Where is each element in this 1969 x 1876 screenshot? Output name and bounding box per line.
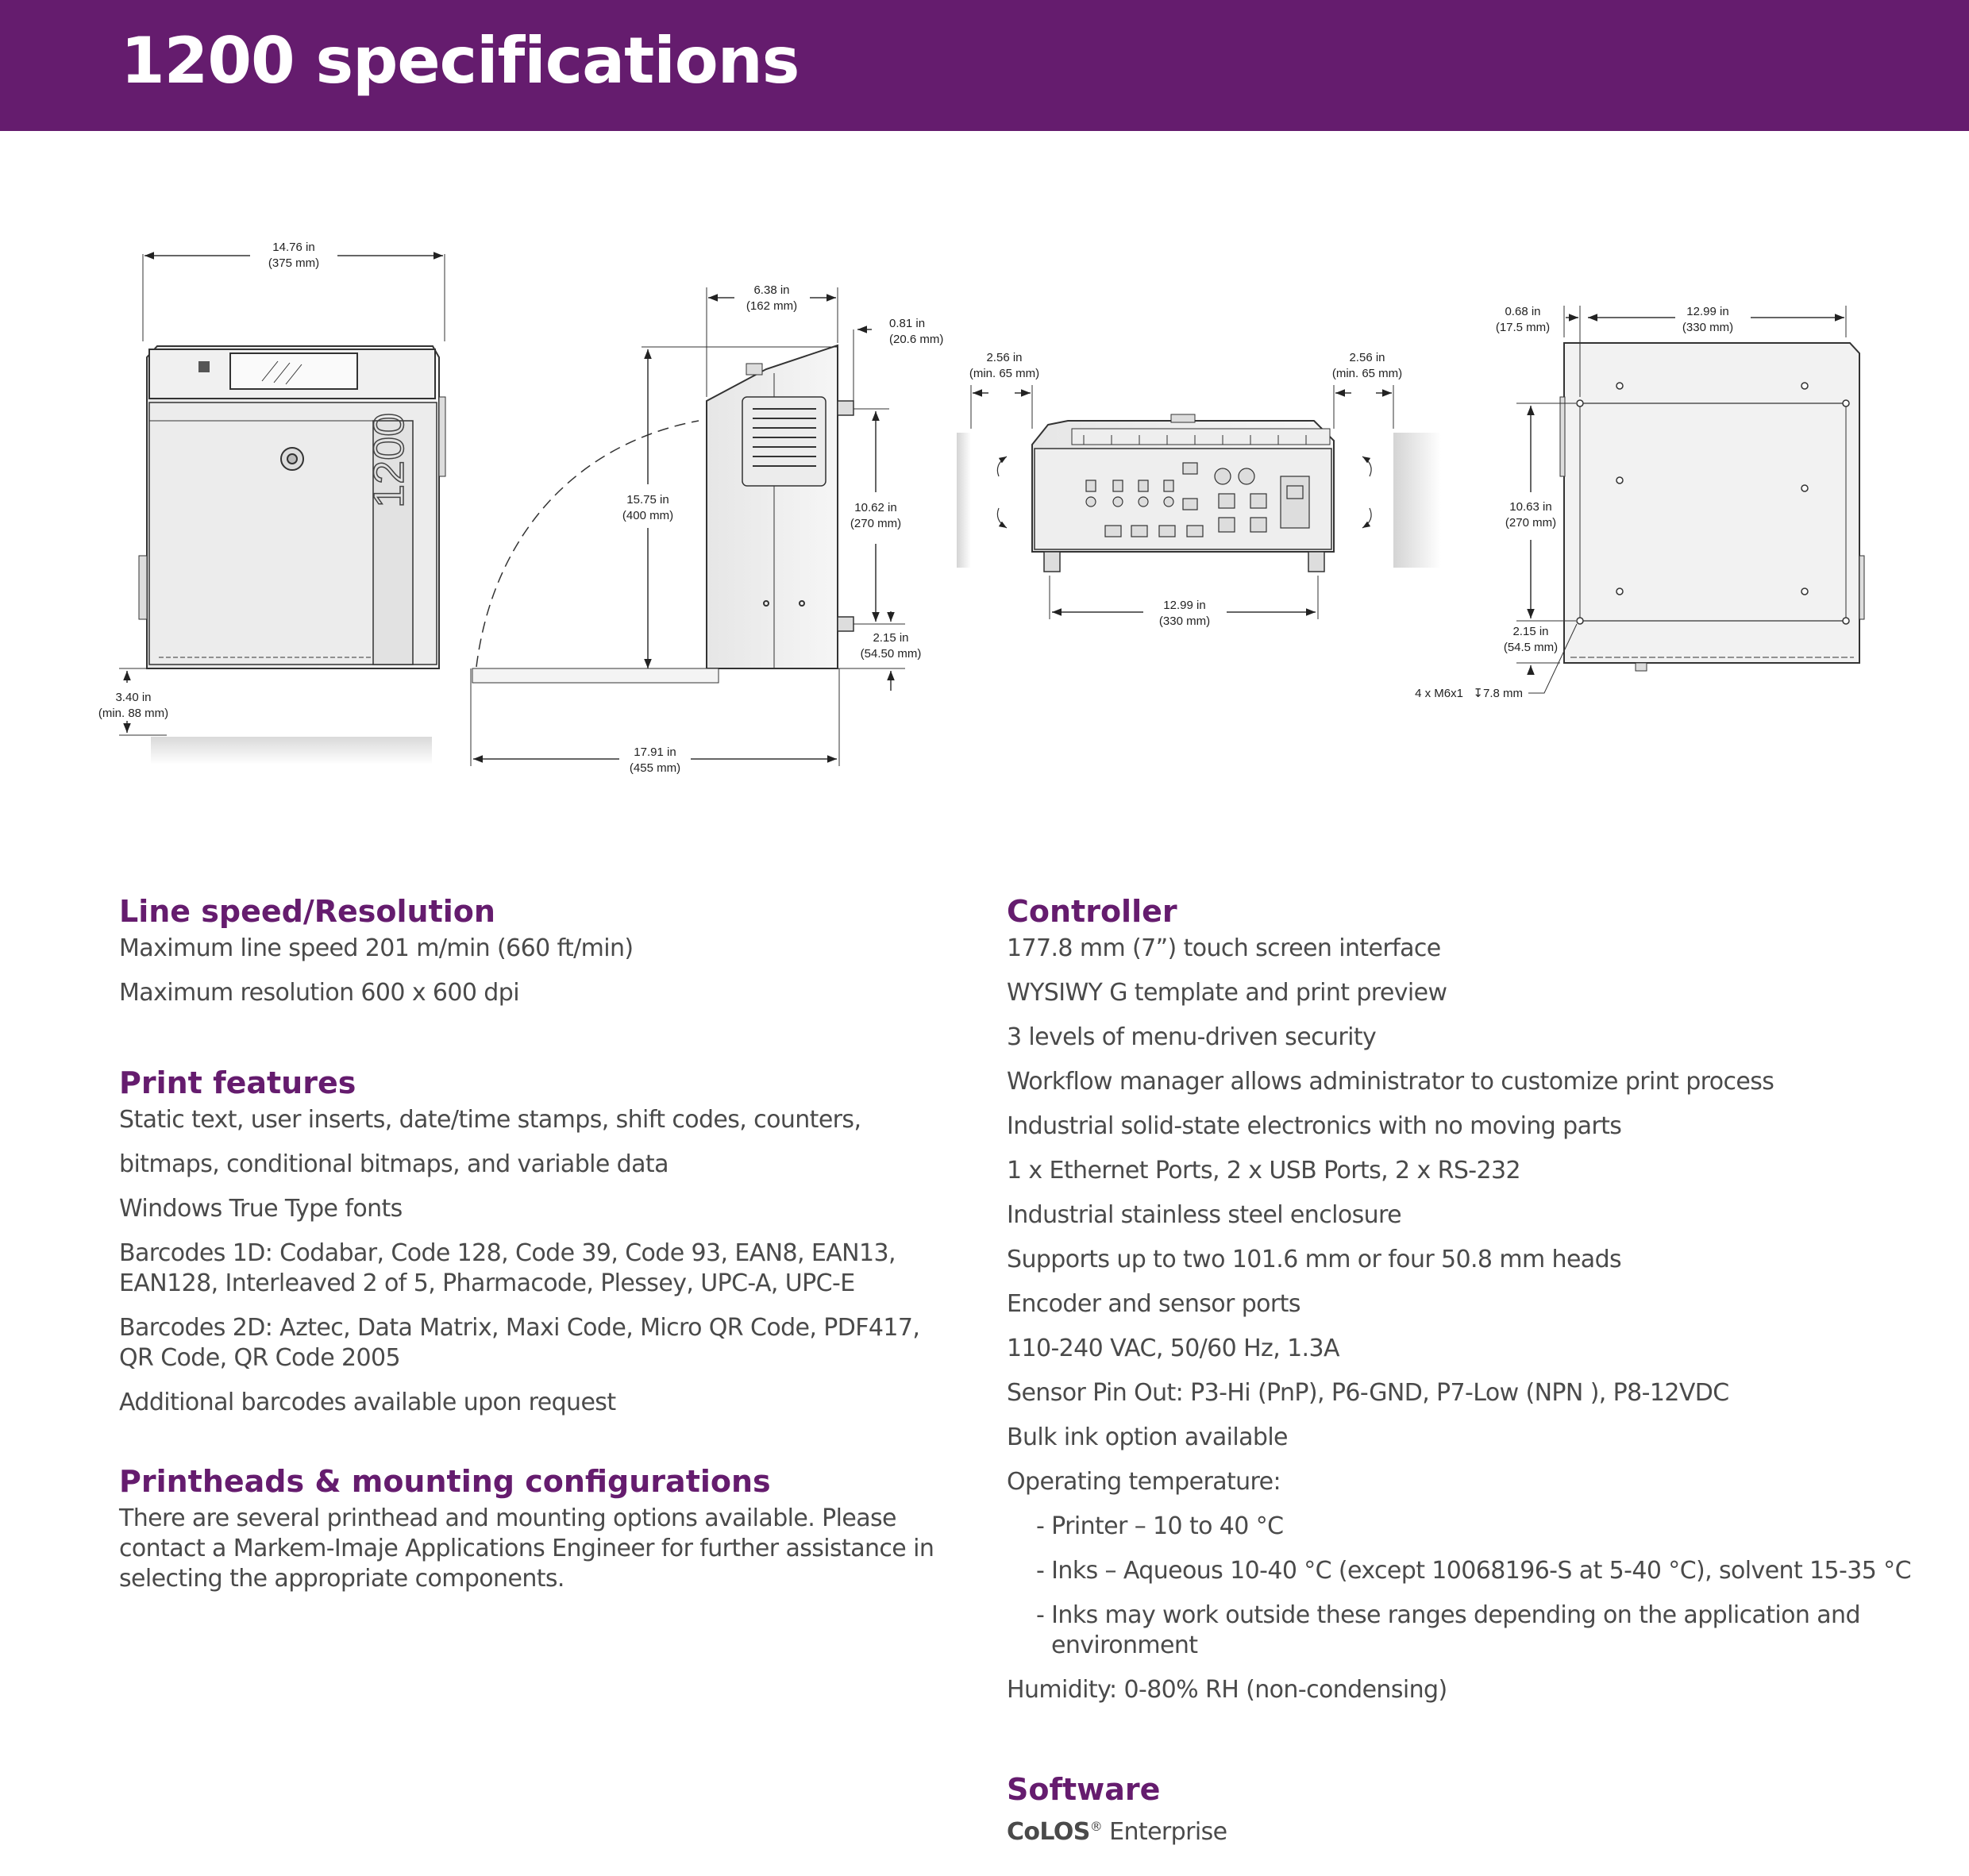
dim-side-height-mm: (270 mm) xyxy=(850,517,902,530)
spec-line: Sensor Pin Out: P3-Hi (PnP), P6-GND, P7-Low (NPN ), P8-12VDC xyxy=(1007,1379,1729,1407)
spec-line: Additional barcodes available upon request xyxy=(119,1389,616,1416)
dim-front-clearance-mm: (min. 88 mm) xyxy=(98,707,169,720)
left-column xyxy=(119,889,953,1608)
spec-line: Maximum resolution 600 x 600 dpi xyxy=(119,979,519,1007)
spec-line: Barcodes 1D: Codabar, Code 128, Code 39, Code 93, EAN8, EAN13, EAN128, Interleaved 2 of 5, Pharmacode, Plessey, UPC-A, UPC-E xyxy=(119,1239,896,1297)
spec-line: 3 levels of menu-driven security xyxy=(1007,1023,1377,1051)
floor-shade xyxy=(151,737,432,765)
dim-rear-clear-left-mm: (min. 65 mm) xyxy=(969,367,1040,380)
page-header xyxy=(0,0,1969,131)
dim-side-total-in: 17.91 in xyxy=(634,745,676,759)
heading-printheads: Printheads & mounting configurations xyxy=(119,1464,771,1499)
colos-brand: CoLOS® xyxy=(1007,1818,1103,1846)
section-print-features xyxy=(119,1061,953,1418)
spec-line: 1 x Ethernet Ports, 2 x USB Ports, 2 x RS-232 xyxy=(1007,1157,1520,1185)
temp-line: - Printer – 10 to 40 °C xyxy=(1036,1512,1284,1540)
dim-side-foot-mm: (54.50 mm) xyxy=(860,647,922,661)
dim-side-total-mm: (455 mm) xyxy=(629,761,681,775)
spec-line: Industrial stainless steel enclosure xyxy=(1007,1201,1401,1229)
dim-top-height-in: 10.63 in xyxy=(1509,500,1552,514)
dim-side-depth-top-mm: (162 mm) xyxy=(746,299,798,313)
dim-front-clearance-in: 3.40 in xyxy=(115,691,152,704)
rear-view xyxy=(971,385,1393,619)
section-controller xyxy=(1007,889,1912,1705)
spec-line: bitmaps, conditional bitmaps, and variable data xyxy=(119,1150,669,1178)
dim-side-height-in: 10.62 in xyxy=(854,501,897,514)
dim-top-offset-mm: (17.5 mm) xyxy=(1495,321,1551,334)
wall-left xyxy=(957,433,971,568)
dim-side-offset-in: 0.81 in xyxy=(889,317,926,330)
page-title: 1200 specifications xyxy=(121,24,800,98)
right-column xyxy=(1007,889,1912,1862)
spec-line: Industrial solid-state electronics with no moving parts xyxy=(1007,1112,1622,1140)
dim-side-door-in: 15.75 in xyxy=(626,493,669,507)
dim-side-offset-mm: (20.6 mm) xyxy=(889,333,944,346)
section-line-speed xyxy=(119,889,953,1008)
dim-front-width-in: 14.76 in xyxy=(272,241,315,254)
dim-top-width-mm: (330 mm) xyxy=(1682,321,1734,334)
dim-rear-clear-left-in: 2.56 in xyxy=(986,351,1023,364)
section-software xyxy=(1007,1767,1912,1847)
dim-rear-width-mm: (330 mm) xyxy=(1158,614,1211,628)
dim-rear-clear-right-in: 2.56 in xyxy=(1349,351,1385,364)
spec-line: 110-240 VAC, 50/60 Hz, 1.3A xyxy=(1007,1335,1339,1362)
dim-top-width-in: 12.99 in xyxy=(1686,305,1729,318)
heading-line-speed: Line speed/Resolution xyxy=(119,894,495,929)
spec-line: Barcodes 2D: Aztec, Data Matrix, Maxi Code, Micro QR Code, PDF417, QR Code, QR Code 2005 xyxy=(119,1314,920,1372)
spec-line: Windows True Type fonts xyxy=(119,1195,403,1223)
software-line: CoLOS® Enterprise xyxy=(1007,1818,1227,1846)
spec-line: Encoder and sensor ports xyxy=(1007,1290,1300,1318)
spec-line: Humidity: 0-80% RH (non-condensing) xyxy=(1007,1676,1447,1704)
dim-rear-clear-right-mm: (min. 65 mm) xyxy=(1331,367,1403,380)
temp-line: - Inks – Aqueous 10-40 °C (except 10068196-S at 5-40 °C), solvent 15-35 °C xyxy=(1036,1557,1911,1585)
dim-top-foot-in: 2.15 in xyxy=(1512,625,1549,638)
spec-line: Operating temperature: xyxy=(1007,1468,1281,1496)
heading-print-features: Print features xyxy=(119,1065,356,1100)
top-view xyxy=(1516,306,1864,693)
spec-line: Workflow manager allows administrator to customize print process xyxy=(1007,1068,1774,1096)
heading-controller: Controller xyxy=(1007,894,1177,929)
front-view xyxy=(119,254,445,735)
dim-side-foot-in: 2.15 in xyxy=(873,631,909,645)
dimension-drawings xyxy=(0,214,1969,818)
dim-top-height-mm: (270 mm) xyxy=(1505,516,1557,530)
heading-software: Software xyxy=(1007,1772,1161,1807)
dim-rear-width-in: 12.99 in xyxy=(1163,599,1206,612)
side-view xyxy=(471,287,905,766)
dim-side-door-mm: (400 mm) xyxy=(622,509,674,522)
section-printheads xyxy=(119,1459,953,1594)
dim-top-screws: 4 x M6x1 ↧7.8 mm xyxy=(1415,687,1523,700)
spec-paragraph: There are several printhead and mounting options available. Please contact a Markem-Imaje Applications Engineer for further assistance in selecting the appropriate components. xyxy=(119,1504,934,1593)
dim-top-foot-mm: (54.5 mm) xyxy=(1503,641,1559,654)
spec-line: 177.8 mm (7”) touch screen interface xyxy=(1007,934,1441,962)
wall-right xyxy=(1393,433,1441,568)
spec-line: WYSIWY G template and print preview xyxy=(1007,979,1447,1007)
spec-line: Supports up to two 101.6 mm or four 50.8 mm heads xyxy=(1007,1246,1622,1273)
dim-top-offset-in: 0.68 in xyxy=(1505,305,1541,318)
spec-line: Static text, user inserts, date/time stamps, shift codes, counters, xyxy=(119,1106,861,1134)
temp-line: - Inks may work outside these ranges depending on the application and environment xyxy=(1036,1601,1860,1659)
front-model-text: 1200 xyxy=(365,412,413,508)
spec-line: Bulk ink option available xyxy=(1007,1423,1288,1451)
dim-front-width-mm: (375 mm) xyxy=(268,256,320,270)
spec-line: Maximum line speed 201 m/min (660 ft/min) xyxy=(119,934,634,962)
dim-side-depth-top-in: 6.38 in xyxy=(753,283,790,297)
